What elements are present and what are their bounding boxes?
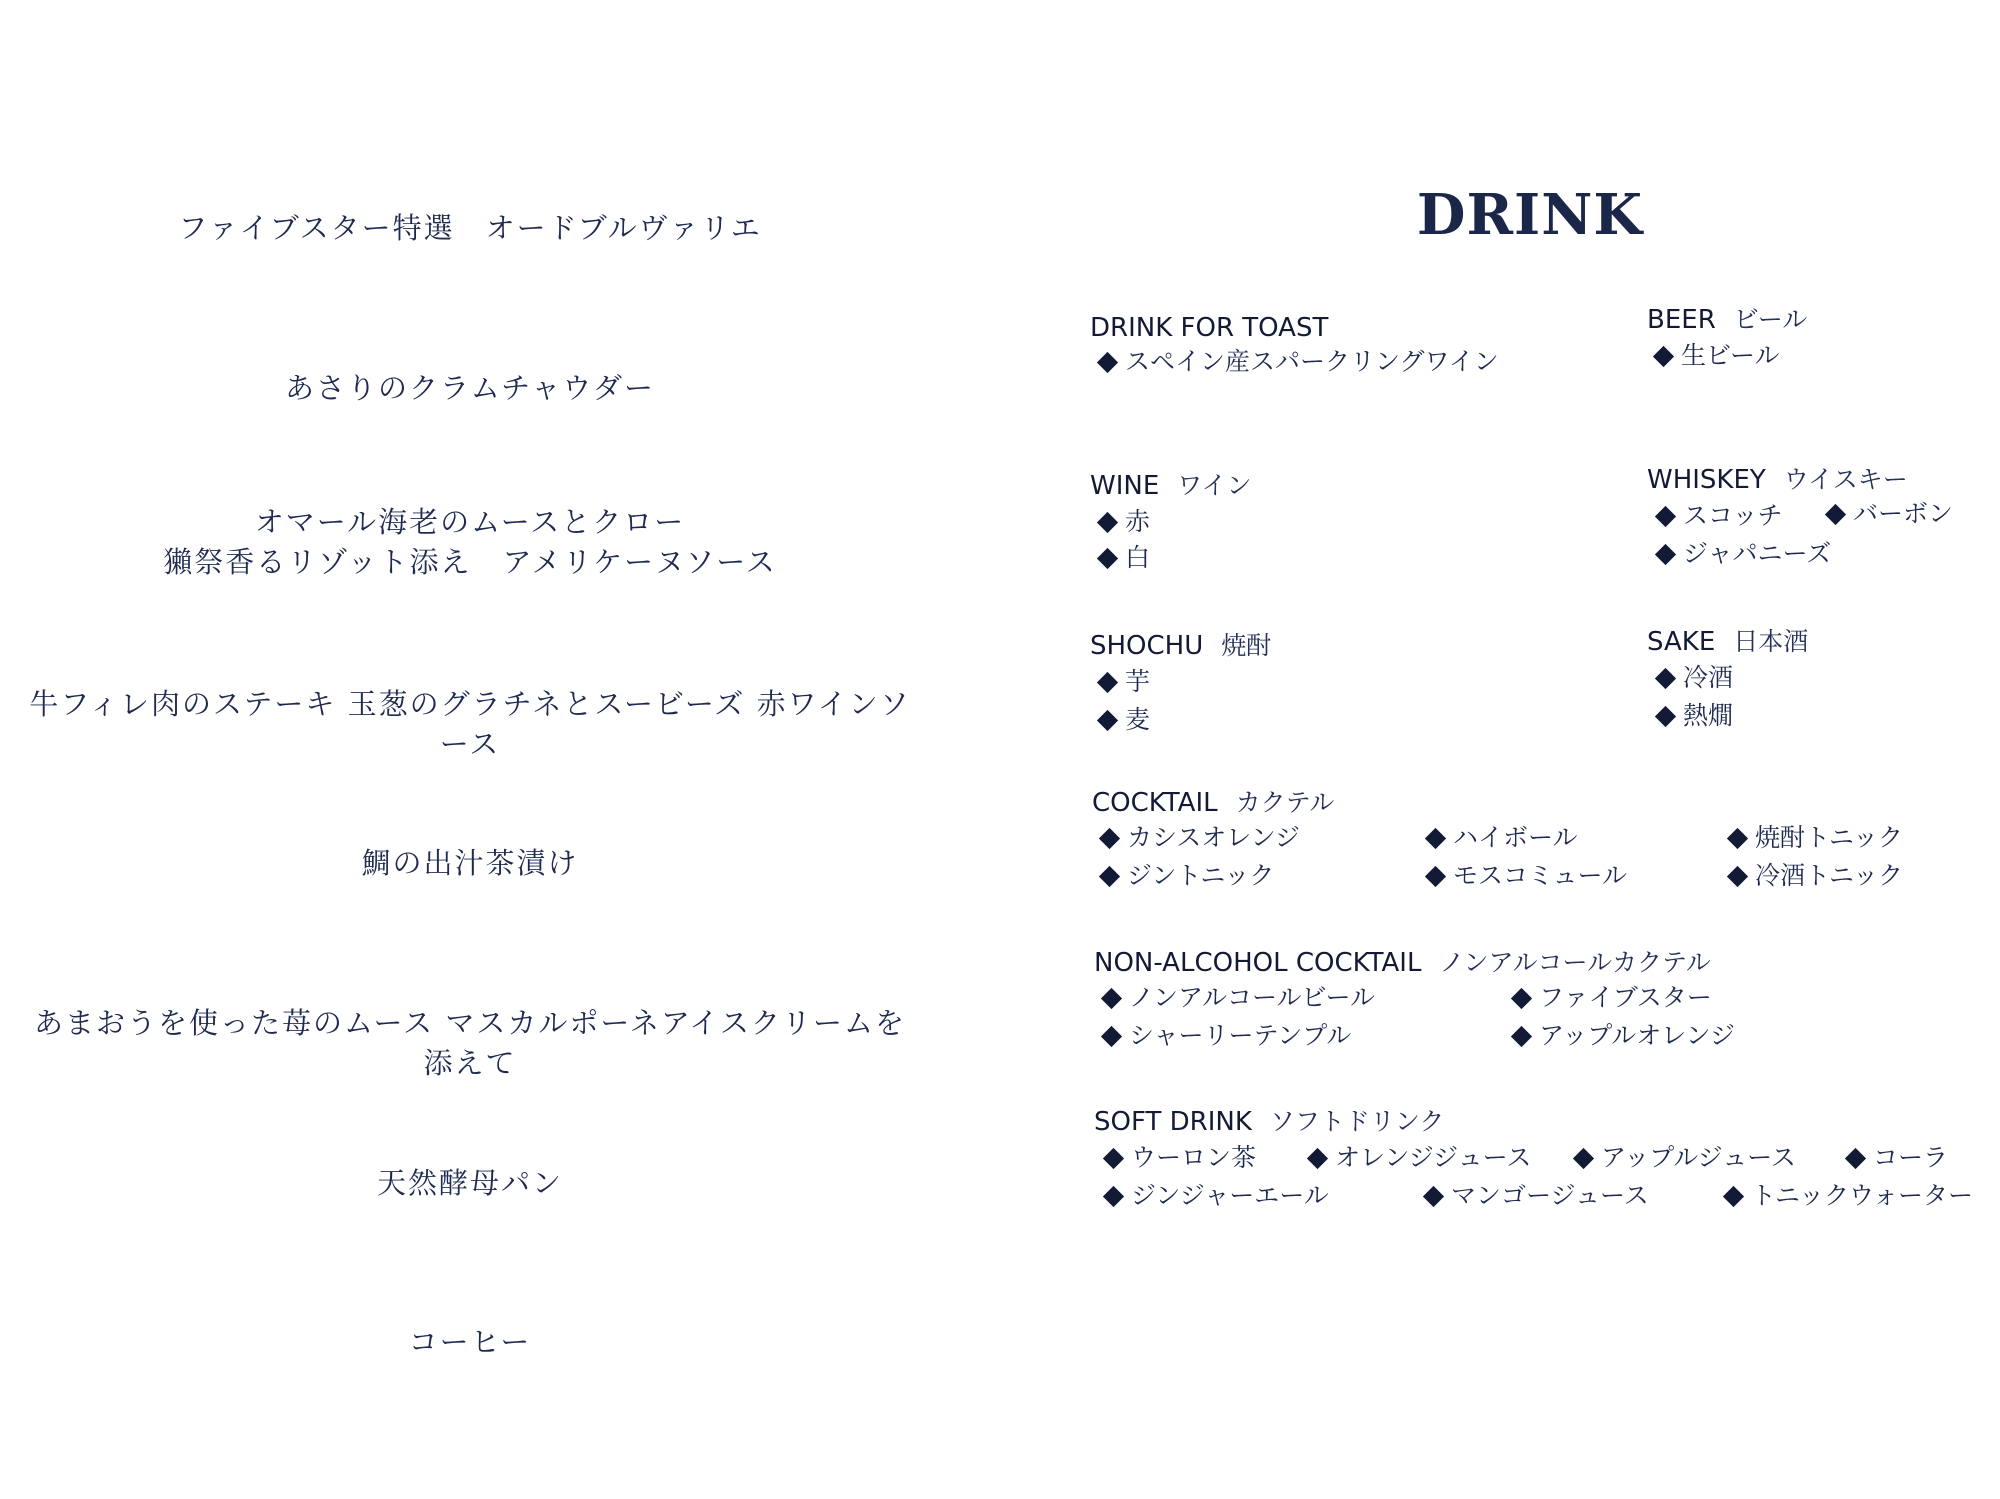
drink-item: カシスオレンジ [1096, 820, 1300, 856]
drink-item: ジントニック [1096, 858, 1274, 894]
course-5 [20, 843, 920, 883]
diamond-bullet-icon [1655, 705, 1676, 726]
drink-item: ノンアルコールビール [1098, 980, 1375, 1016]
drink-title: DRINK [1416, 182, 1644, 248]
drink-item: アップルオレンジ [1508, 1018, 1735, 1054]
course-7-line-1: 天然酵母パン [376, 1166, 563, 1200]
diamond-bullet-icon [1511, 987, 1532, 1008]
course-6-line-1: あまおうを使った苺のムース マスカルポーネアイスクリームを添えて [34, 1006, 906, 1080]
section-title: SAKE [1647, 627, 1716, 657]
section-title: WHISKEY [1647, 465, 1766, 495]
diamond-bullet-icon [1655, 667, 1676, 688]
drink-item: 麦 [1094, 702, 1150, 738]
drink-item: 生ビール [1650, 338, 1780, 374]
section-title: WINE [1090, 471, 1160, 501]
course-3 [20, 502, 920, 582]
course-4-line-1: 牛フィレ肉のステーキ 玉葱のグラチネとスービーズ 赤ワインソース [29, 687, 911, 761]
diamond-bullet-icon [1103, 1147, 1124, 1168]
drink-item: モスコミュール [1422, 858, 1627, 894]
course-4 [20, 684, 920, 764]
drink-item: 芋 [1094, 664, 1150, 700]
section-title: BEER [1647, 305, 1716, 335]
section-title: SOFT DRINK [1094, 1107, 1252, 1137]
section-sake [1647, 624, 1808, 660]
drink-item: 冷酒 [1652, 660, 1733, 696]
course-1-line-1: ファイブスター特選 オードブルヴァリエ [178, 211, 762, 245]
diamond-bullet-icon [1099, 865, 1120, 886]
section-subtitle: ノンアルコールカクテル [1439, 948, 1711, 977]
course-6 [20, 1003, 920, 1083]
section-beer [1647, 302, 1807, 338]
section-title: SHOCHU [1090, 631, 1204, 661]
drink-item: 焼酎トニック [1724, 820, 1903, 856]
drink-item: ジンジャーエール [1100, 1178, 1329, 1214]
drink-item: ウーロン茶 [1100, 1140, 1256, 1176]
diamond-bullet-icon [1655, 543, 1676, 564]
drink-item: ファイブスター [1508, 980, 1712, 1016]
section-soft-drink [1094, 1104, 1444, 1140]
diamond-bullet-icon [1097, 351, 1118, 372]
diamond-bullet-icon [1825, 503, 1846, 524]
diamond-bullet-icon [1103, 1185, 1124, 1206]
course-1 [20, 208, 920, 248]
course-3-line-1: オマール海老のムースとクロー [254, 505, 686, 539]
section-subtitle: カクテル [1235, 788, 1335, 817]
drink-item: シャーリーテンプル [1098, 1018, 1351, 1054]
section-title: COCKTAIL [1092, 788, 1218, 818]
course-5-line-1: 鯛の出汁茶漬け [361, 846, 579, 880]
section-title: NON-ALCOHOL COCKTAIL [1094, 948, 1422, 978]
drink-item: 冷酒トニック [1724, 858, 1903, 894]
diamond-bullet-icon [1655, 505, 1676, 526]
diamond-bullet-icon [1097, 511, 1118, 532]
course-8-line-1: コーヒー [408, 1325, 532, 1359]
section-subtitle: ウイスキー [1783, 465, 1908, 494]
drink-item: オレンジジュース [1304, 1140, 1531, 1176]
drink-item: スペイン産スパークリングワイン [1094, 344, 1499, 380]
course-8 [20, 1322, 920, 1362]
diamond-bullet-icon [1573, 1147, 1594, 1168]
drink-item: ジャパニーズ [1652, 536, 1831, 572]
section-subtitle: ワイン [1177, 471, 1252, 500]
course-2-line-1: あさりのクラムチャウダー [285, 371, 655, 405]
drink-item: マンゴージュース [1420, 1178, 1649, 1214]
drink-item: スコッチ [1652, 498, 1783, 534]
section-subtitle: 焼酎 [1221, 631, 1272, 660]
drink-item: バーボン [1822, 496, 1953, 532]
drink-item: 赤 [1094, 504, 1150, 540]
diamond-bullet-icon [1097, 671, 1118, 692]
drink-item: アップルジュース [1570, 1140, 1796, 1176]
course-3-line-2: 獺祭香るリゾット添え アメリケーヌソース [163, 545, 777, 579]
diamond-bullet-icon [1101, 987, 1122, 1008]
course-2 [20, 368, 920, 408]
diamond-bullet-icon [1097, 709, 1118, 730]
diamond-bullet-icon [1099, 827, 1120, 848]
section-shochu [1090, 628, 1271, 664]
section-drink-for-toast [1090, 310, 1328, 346]
section-subtitle: ビール [1733, 305, 1808, 334]
diamond-bullet-icon [1425, 827, 1446, 848]
diamond-bullet-icon [1307, 1147, 1328, 1168]
diamond-bullet-icon [1723, 1185, 1744, 1206]
diamond-bullet-icon [1101, 1025, 1122, 1046]
drink-item: コーラ [1842, 1140, 1948, 1176]
section-subtitle: ソフトドリンク [1269, 1107, 1445, 1136]
diamond-bullet-icon [1425, 865, 1446, 886]
diamond-bullet-icon [1845, 1147, 1866, 1168]
drink-item: ハイボール [1422, 820, 1578, 856]
diamond-bullet-icon [1653, 345, 1674, 366]
diamond-bullet-icon [1097, 547, 1118, 568]
section-cocktail [1092, 785, 1334, 821]
section-title: DRINK FOR TOAST [1090, 313, 1329, 343]
section-non-alcohol-cocktail [1094, 945, 1711, 981]
drink-item: 熱燗 [1652, 698, 1733, 734]
diamond-bullet-icon [1727, 865, 1748, 886]
diamond-bullet-icon [1727, 827, 1748, 848]
section-whiskey [1647, 462, 1908, 498]
course-7 [20, 1163, 920, 1203]
drink-item: トニックウォーター [1720, 1178, 1973, 1214]
diamond-bullet-icon [1511, 1025, 1532, 1046]
section-wine [1090, 468, 1252, 504]
section-subtitle: 日本酒 [1733, 627, 1809, 656]
drink-item: 白 [1094, 540, 1150, 576]
diamond-bullet-icon [1423, 1185, 1444, 1206]
